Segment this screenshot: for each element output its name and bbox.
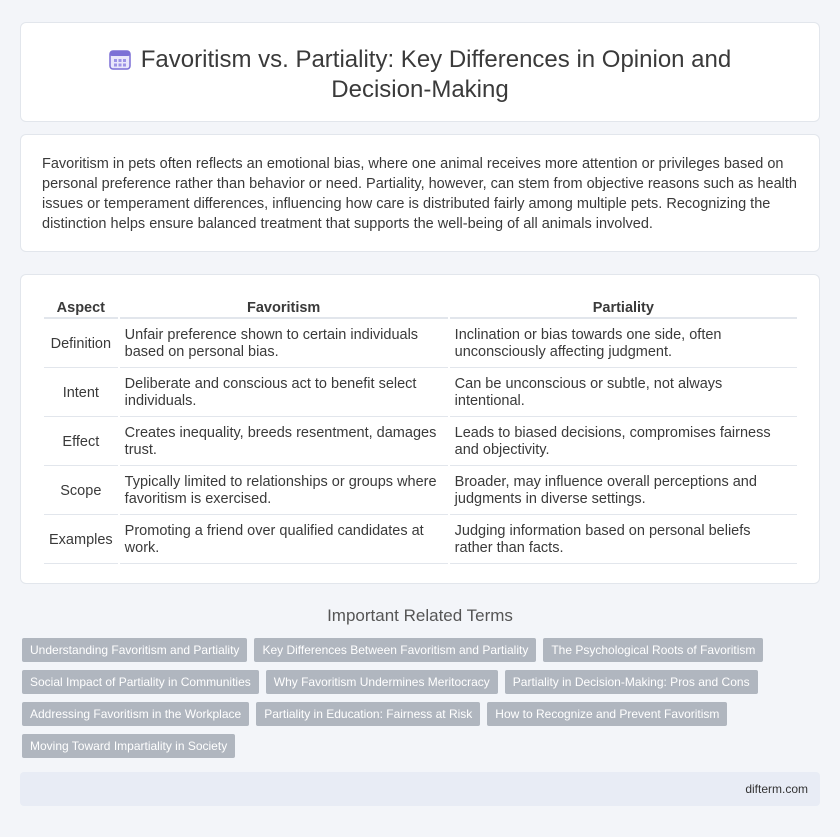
column-header-favoritism: Favoritism [120, 299, 448, 319]
aspect-cell: Examples [44, 517, 118, 564]
footer [20, 772, 820, 806]
footer-site-link[interactable]: difterm.com [745, 782, 808, 796]
partiality-cell: Can be unconscious or subtle, not always intentional. [450, 370, 797, 417]
favoritism-cell: Deliberate and conscious act to benefit select individuals. [120, 370, 448, 417]
page-title-text: Favoritism vs. Partiality: Key Differences in Opinion and Decision-Making [140, 46, 732, 103]
partiality-cell: Broader, may influence overall perceptions and judgments in diverse settings. [450, 468, 797, 515]
favoritism-cell: Unfair preference shown to certain individuals based on personal bias. [120, 321, 448, 368]
related-terms-list [22, 638, 812, 766]
table-row [44, 419, 797, 466]
table-row [44, 468, 797, 515]
favoritism-cell: Creates inequality, breeds resentment, damages trust. [120, 419, 448, 466]
aspect-cell: Definition [44, 321, 118, 368]
related-term-tag[interactable]: Understanding Favoritism and Partiality [22, 638, 247, 662]
related-term-tag[interactable]: How to Recognize and Prevent Favoritism [487, 702, 727, 726]
aspect-cell: Intent [44, 370, 118, 417]
favoritism-cell: Promoting a friend over qualified candidates at work. [120, 517, 448, 564]
related-term-tag[interactable]: The Psychological Roots of Favoritism [543, 638, 763, 662]
table-row [44, 370, 797, 417]
related-term-tag[interactable]: Social Impact of Partiality in Communities [22, 670, 259, 694]
partiality-cell: Inclination or bias towards one side, often unconsciously affecting judgment. [450, 321, 797, 368]
intro-paragraph: Favoritism in pets often reflects an emotional bias, where one animal receives more attention or privileges based on personal preference rather than behavior or need. Partiality, however, can stem from objective reasons such as health issues or temperament differences, influencing how care is distributed fairly among multiple pets. Recognizing the distinction helps ensure balanced treatment that supports the well-being of all animals involved. [42, 156, 797, 232]
favoritism-cell: Typically limited to relationships or groups where favoritism is exercised. [120, 468, 448, 515]
related-term-tag[interactable]: Partiality in Education: Fairness at Risk [256, 702, 480, 726]
related-term-tag[interactable]: Moving Toward Impartiality in Society [22, 734, 235, 758]
table-row [44, 517, 797, 564]
partiality-cell: Leads to biased decisions, compromises fairness and objectivity. [450, 419, 797, 466]
intro-card [20, 134, 820, 252]
related-term-tag[interactable]: Addressing Favoritism in the Workplace [22, 702, 249, 726]
related-term-tag[interactable]: Key Differences Between Favoritism and Partiality [254, 638, 536, 662]
column-header-partiality: Partiality [450, 299, 797, 319]
related-term-tag[interactable]: Why Favoritism Undermines Meritocracy [266, 670, 498, 694]
comparison-table [42, 297, 799, 566]
header-card [20, 22, 820, 122]
page-title [61, 45, 779, 105]
related-term-tag[interactable]: Partiality in Decision-Making: Pros and Cons [505, 670, 758, 694]
related-terms-title: Important Related Terms [327, 606, 513, 625]
aspect-cell: Scope [44, 468, 118, 515]
comparison-table-card [20, 274, 820, 584]
aspect-cell: Effect [44, 419, 118, 466]
calendar-icon [109, 48, 131, 70]
partiality-cell: Judging information based on personal beliefs rather than facts. [450, 517, 797, 564]
column-header-aspect: Aspect [44, 299, 118, 319]
table-row [44, 321, 797, 368]
table-header-row [44, 299, 797, 319]
